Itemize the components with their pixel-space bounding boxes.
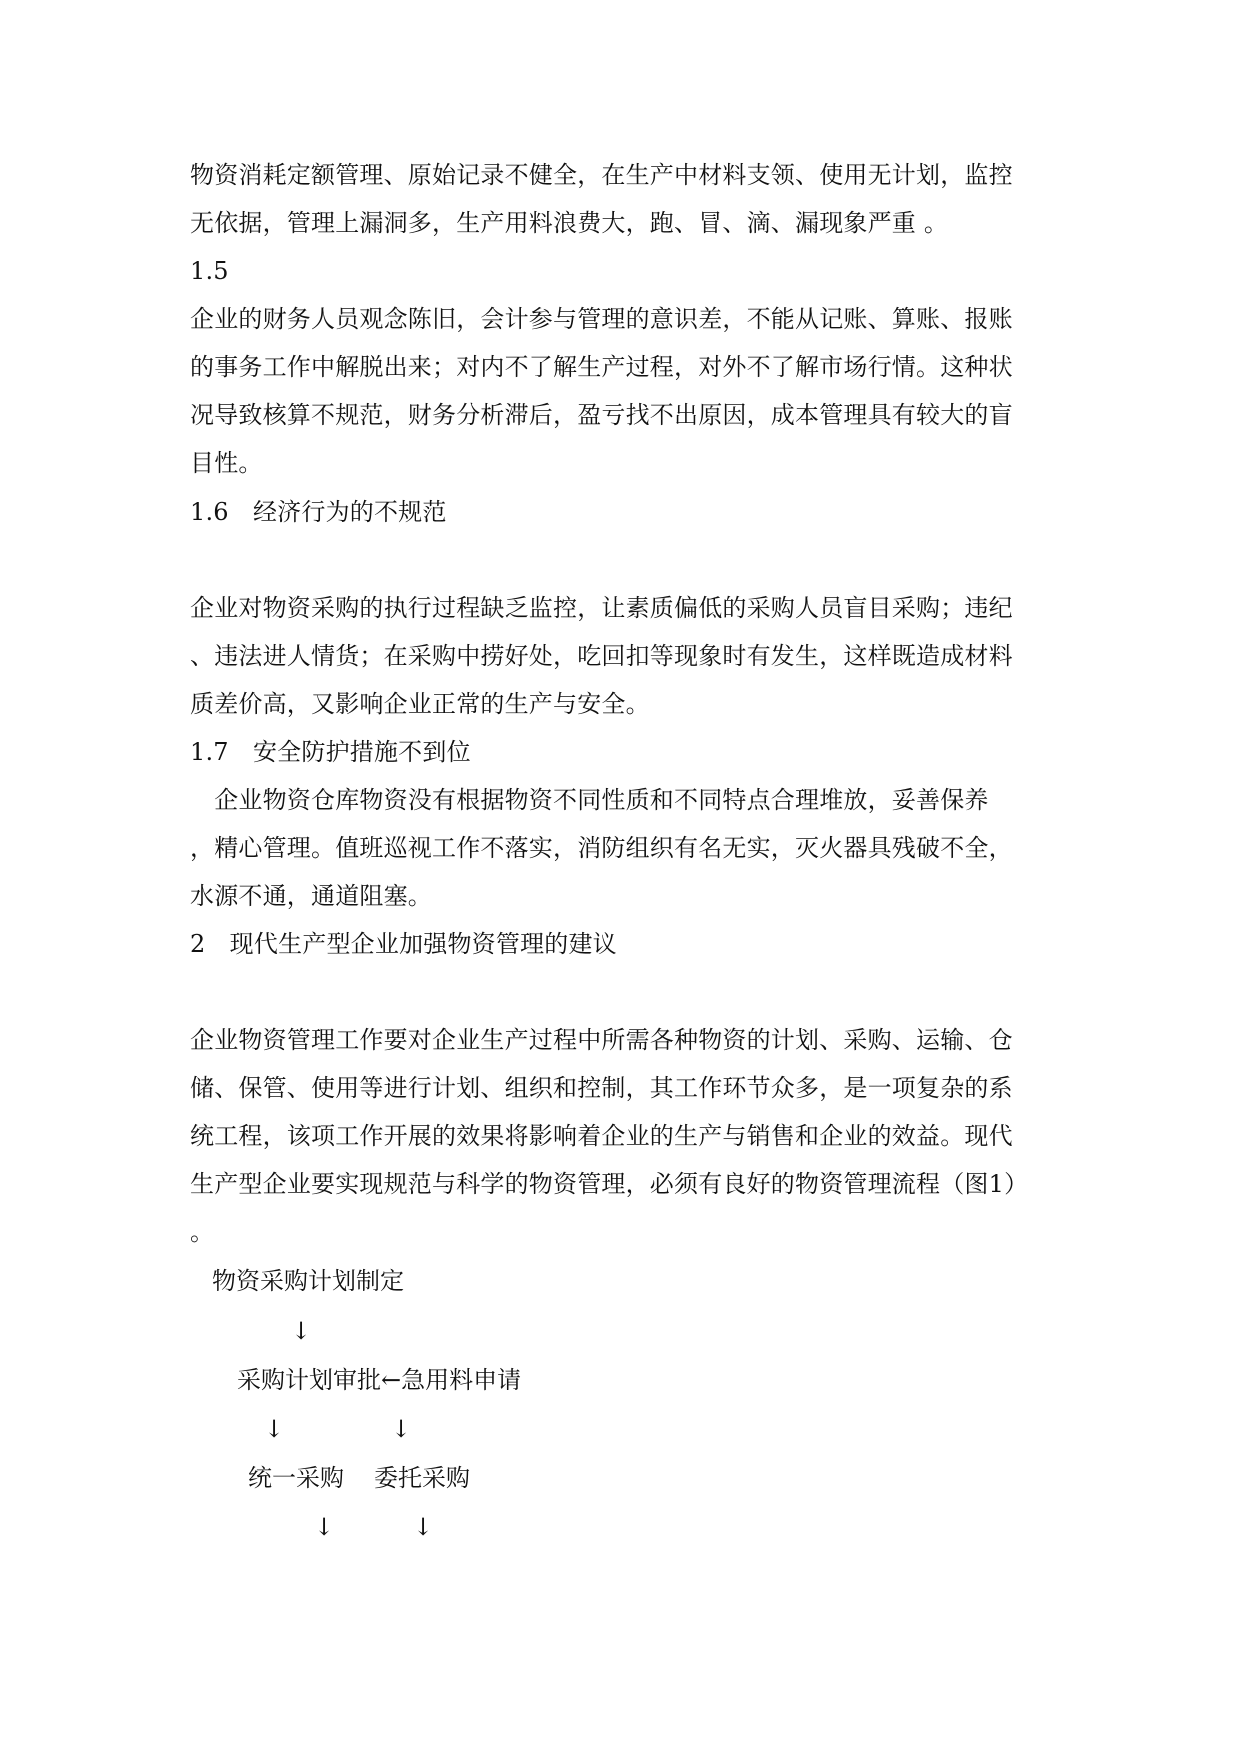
paragraph-line: 企业物资仓库物资没有根据物资不同性质和不同特点合理堆放，妥善保养 [190, 786, 989, 814]
paragraph-line: 质差价高，又影响企业正常的生产与安全。 [190, 690, 650, 718]
paragraph-line: 储、保管、使用等进行计划、组织和控制，其工作环节众多，是一项复杂的系 [190, 1074, 1013, 1102]
paragraph-line: 生产型企业要实现规范与科学的物资管理，必须有良好的物资管理流程（图1） [190, 1170, 1029, 1198]
flow-step-approve-row [237, 1365, 521, 1395]
paragraph-line: 水源不通，通道阻塞。 [190, 882, 432, 910]
down-arrow-icon: ↓ [313, 1513, 335, 1541]
paragraph-line: 况导致核算不规范，财务分析滞后，盈亏找不出原因，成本管理具有较大的盲 [190, 401, 1013, 429]
down-arrow-icon: ↓ [290, 1317, 312, 1345]
paragraph-line: 。 [190, 1218, 215, 1246]
paragraph-line: 企业的财务人员观念陈旧，会计参与管理的意识差，不能从记账、算账、报账 [190, 305, 1013, 333]
paragraph-line: 企业对物资采购的执行过程缺乏监控，让素质偏低的采购人员盲目采购；违纪 [190, 594, 1013, 622]
paragraph-line: 目性。 [190, 449, 263, 477]
down-arrow-icon: ↓ [412, 1513, 434, 1541]
flow-step-entrust: 委托采购 [374, 1464, 470, 1492]
down-arrow-icon: ↓ [390, 1415, 412, 1443]
paragraph-line: 、违法进人情货；在采购中捞好处，吃回扣等现象时有发生，这样既造成材料 [190, 642, 1013, 670]
section-heading-1-6: 1.6 经济行为的不规范 [190, 498, 447, 526]
down-arrow-icon: ↓ [263, 1415, 285, 1443]
flow-step-unified: 统一采购 [248, 1464, 344, 1492]
flow-step-plan: 物资采购计划制定 [212, 1267, 404, 1295]
flow-step-urgent: 急用料申请 [401, 1366, 522, 1394]
paragraph-line: 统工程，该项工作开展的效果将影响着企业的生产与销售和企业的效益。现代 [190, 1122, 1013, 1150]
paragraph-line: 物资消耗定额管理、原始记录不健全，在生产中材料支领、使用无计划，监控 [190, 161, 1013, 189]
paragraph-line: 的事务工作中解脱出来；对内不了解生产过程，对外不了解市场行情。这种状 [190, 353, 1013, 381]
paragraph-line: 无依据，管理上漏洞多，生产用料浪费大，跑、冒、滴、漏现象严重 。 [190, 209, 949, 237]
section-heading-1-7: 1.7 安全防护措施不到位 [190, 738, 471, 766]
paragraph-line: 企业物资管理工作要对企业生产过程中所需各种物资的计划、采购、运输、仓 [190, 1026, 1013, 1054]
section-heading-1-5: 1.5 [190, 257, 229, 285]
section-heading-2: 2 现代生产型企业加强物资管理的建议 [190, 930, 617, 958]
flow-step-approve: 采购计划审批 [237, 1366, 381, 1394]
left-arrow-icon: ← [381, 1366, 402, 1394]
paragraph-line: ，精心管理。值班巡视工作不落实，消防组织有名无实，灭火器具残破不全， [190, 834, 1013, 862]
